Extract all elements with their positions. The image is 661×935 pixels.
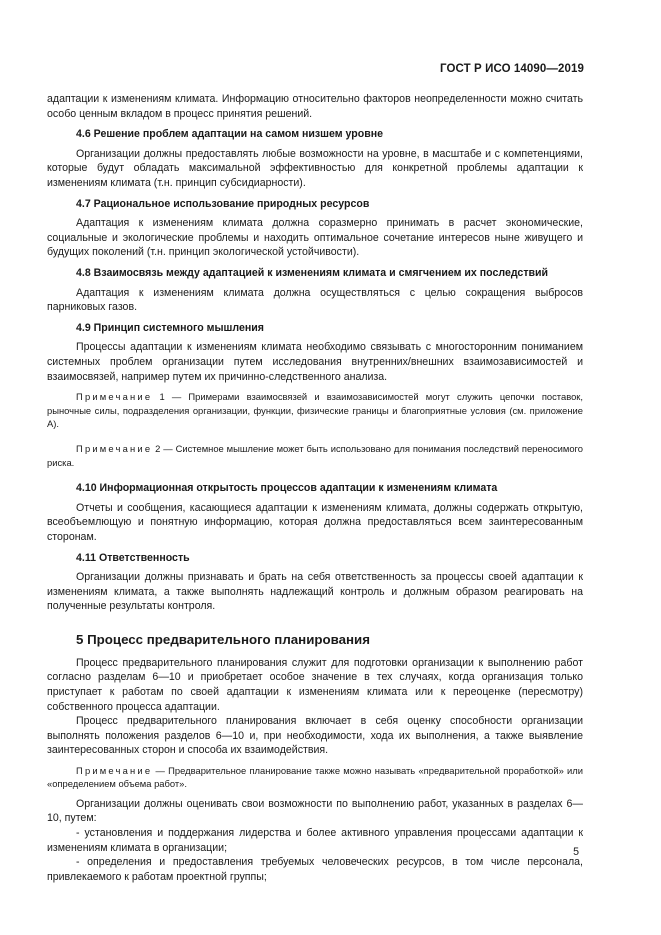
note-label: Примечание bbox=[76, 443, 153, 455]
page-number: 5 bbox=[573, 846, 579, 858]
paragraph: адаптации к изменениям климата. Информацию относительно факторов неопределенности можно считать особо ценным вкладом в процесс принятия решений. bbox=[47, 93, 583, 120]
section-heading: 4.6 Решение проблем адаптации на самом низшем уровне bbox=[76, 128, 384, 141]
paragraph: Адаптация к изменениям климата должна осуществляться с целью сокращения выбросов парниковых газов. bbox=[47, 286, 583, 314]
paragraph: Процессы адаптации к изменениям климата необходимо связывать с многосторонним пониманием системных проблем организации путем исследования внутренних/внешних взаимозависимостей и взаимосвязей, например путем их причинно-следственного анализа. bbox=[47, 341, 583, 383]
paragraph: Процесс предварительного планирования служит для подготовки организации к выполнению работ согласно разделам 6—10 и приобретает особое значение в тех случаях, когда организация только приступает к работам по своей адаптации к изменениям климата или к переоценке (пересмотру) собственного процесса адаптации. bbox=[47, 656, 583, 713]
paragraph: Процесс предварительного планирования включает в себя оценку способности организации выполнять положения разделов 6—10 и, при необходимости, хода их выполнения, а также выявление заинтересованных сторон и способа их взаимодействия. bbox=[47, 715, 583, 757]
paragraph: Отчеты и сообщения, касающиеся адаптации к изменениям климата, должны содержать открытую, всеобъемлющую и понятную информацию, которая должна предоставляться всем заинтересованным сторонам. bbox=[47, 501, 583, 543]
paragraph: Организации должны предоставлять любые возможности на уровне, в масштабе и с компетенциями, которые будут обладать максимальной эффективностью для конкретной проблемы адаптации к изменениям климата (т.н. принцип субсидиарности). bbox=[47, 147, 583, 189]
section-heading: 4.10 Информационная открытость процессов адаптации к изменениям климата bbox=[76, 482, 498, 495]
section-heading: 4.9 Принцип системного мышления bbox=[76, 321, 264, 334]
note-text: — Предварительное планирование также можно называть «предварительной проработкой» или «определением объема работ». bbox=[47, 765, 583, 790]
note bbox=[47, 442, 583, 469]
note-label: Примечание bbox=[76, 765, 153, 777]
note-label: Примечание bbox=[76, 391, 153, 403]
section-heading: 4.8 Взаимосвязь между адаптацией к изменениям климата и смягчением их последствий bbox=[76, 266, 549, 279]
paragraph: Организации должны оценивать свои возможности по выполнению работ, указанных в разделах 6—10, путем: bbox=[47, 797, 583, 825]
section-heading: 4.11 Ответственность bbox=[76, 551, 190, 564]
note bbox=[47, 764, 583, 791]
list-item: - определения и предоставления требуемых человеческих ресурсов, в том числе персонала, привлекаемого к работам проектной группы; bbox=[47, 856, 583, 883]
list-item: - установления и поддержания лидерства и более активного управления процессами адаптации к изменениям климата в организации; bbox=[47, 827, 583, 854]
note-text: 2 — Системное мышление может быть использовано для понимания последствий переносимого риска. bbox=[47, 443, 583, 468]
section-heading: 4.7 Рациональное использование природных ресурсов bbox=[76, 197, 370, 210]
paragraph: Организации должны признавать и брать на себя ответственность за процессы своей адаптации к изменениям климата, а также выполнять надлежащий контроль и должным образом реагировать на полученные результаты контроля. bbox=[47, 571, 583, 613]
paragraph: Адаптация к изменениям климата должна соразмерно принимать в расчет экономические, социальные и экологические проблемы и находить оптимальное сочетание интересов ныне живущего и будущих поколений (т.н. принцип экологической устойчивости). bbox=[47, 217, 583, 259]
note-text: 1 — Примерами взаимосвязей и взаимозависимостей могут служить цепочки поставок, рыночные силы, подразделения организации, функции, физические границы и благоприятные условия (см. приложение А). bbox=[47, 391, 583, 429]
page-content bbox=[47, 92, 583, 884]
note bbox=[47, 390, 583, 430]
chapter-heading: 5 Процесс предварительного планирования bbox=[76, 631, 370, 647]
document-header: ГОСТ Р ИСО 14090—2019 bbox=[439, 63, 584, 75]
